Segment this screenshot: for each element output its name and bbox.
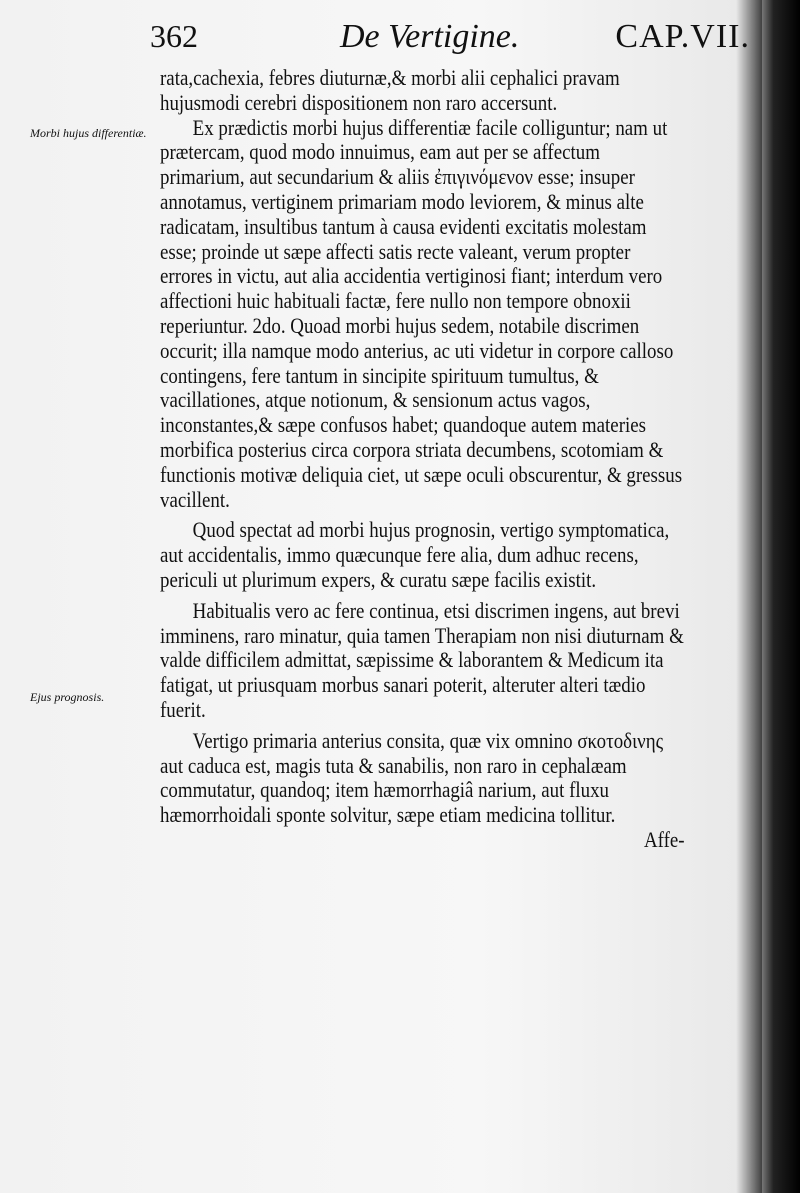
paragraph-prognosis: Quod spectat ad morbi hujus prognosin, vertigo symptomatica, aut accidentalis, immo quæcunque fere alia, dum adhuc recens, periculi ut plurimum expers, & curatu sæpe facilis existit. (160, 517, 670, 592)
chapter-heading: CAP.VII. (615, 18, 750, 55)
margin-note-differentiae: Morbi hujus differentiæ. (30, 126, 147, 140)
paragraph-habitualis: Habitualis vero ac fere continua, etsi discrimen ingens, aut brevi imminens, raro minatur, quia tamen Therapiam non nisi diuturnam & valde difficilem admittat, sæpissime & laborantem & Medicum ita fatigat, ut priusquam morbus sanari poterit, alteruter alteri tædio fuerit. (160, 597, 684, 722)
page-number: 362 (150, 18, 198, 54)
margin-note-prognosis: Ejus prognosis. (30, 690, 105, 704)
body-text (160, 66, 685, 853)
running-title: De Vertigine. (340, 18, 520, 55)
paragraph-vertigo-primaria: Vertigo primaria anterius consita, quæ vix omnino σκοτοδινης aut caduca est, magis tuta & sanabilis, non raro in cephalæam commutatur, quandoq; item hæmorrhagiâ narium, aut fluxu hæmorrhoidali sponte solvitur, sæpe etiam medicina tollitur. (160, 727, 664, 828)
catchword: Affe- (643, 826, 685, 852)
paragraph-continuation: rata,cachexia, febres diuturnæ,& morbi alii cephalici pravam hujusmodi cerebri dispositionem non raro accersunt. (160, 65, 620, 115)
paragraph-differentiae: Ex prædictis morbi hujus differentiæ facile colliguntur; nam ut prætercam, quod modo innuimus, eam aut per se affectum primarium, aut secundarium & aliis ἐπιγινόμενον esse; insuper annotamus, vertiginem primariam modo leviorem, & minus alte radicatam, insultibus tantum à causa evidenti excitatis molestam esse; proinde ut sæpe affecti satis recte valeant, verum propter errores in victu, aut alia accidentia vertiginosi fiant; interdum vero affectioni huic habituali factæ, fere nullo non tempore obnoxii reperiuntur. 2do. Quoad morbi hujus sedem, notabile discrimen occurit; illa namque modo anterius, ac uti videtur in corpore calloso contingens, fere tantum in sincipite spirituum tumultus, & vacillationes, atque notionum, & sensionum actus vagos, inconstantes,& sæpe confusos habet; quandoque autem materies morbifica posterius circa corpora striata decumbens, scotomiam & functionis motivæ deliquia ciet, ut sæpe oculi obscurentur, & gressus vacillent. (160, 114, 683, 512)
page-header (150, 14, 760, 64)
page-edge-shadow (762, 0, 800, 1193)
